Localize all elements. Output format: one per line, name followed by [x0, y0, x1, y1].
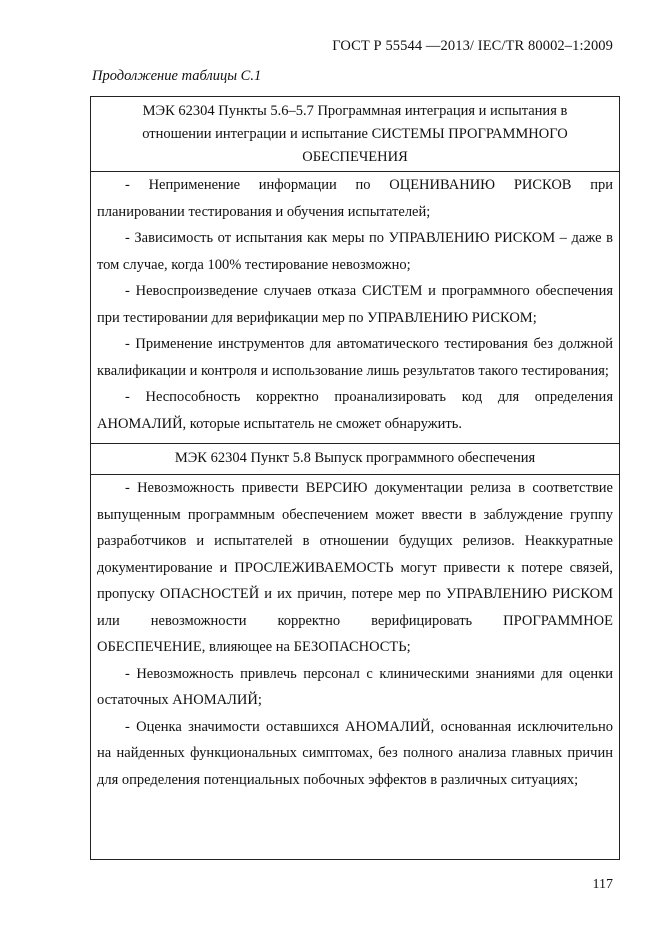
list-item: - Невозможность привести ВЕРСИЮ документации релиза в соответствие выпущенным программным обеспечением может ввести в заблуждение группу разработчиков и испытателей в отношении будущих релизов. Неаккуратные документирование и ПРОСЛЕЖИВАЕМОСТЬ могут привести к потере связей, пропуску ОПАСНОСТЕЙ и их причин, потере мер по УПРАВЛЕНИЮ РИСКОМ или невозможности корректно верифицировать ПРОГРАММНОЕ ОБЕСПЕЧЕНИЕ, влияющее на БЕЗОПАСНОСТЬ;: [97, 480, 613, 655]
section-heading-line: МЭК 62304 Пункты 5.6–5.7 Программная интеграция и испытания в: [142, 103, 568, 119]
table-c1: [90, 96, 620, 860]
section-heading: [91, 97, 619, 172]
section-heading-line: отношении интеграции и испытание СИСТЕМЫ ПРОГРАММНОГО ОБЕСПЕЧЕНИЯ: [142, 126, 568, 165]
list-item: - Применение инструментов для автоматического тестирования без должной квалификации и контроля и использование лишь результатов такого тестирования;: [97, 336, 613, 379]
table-continuation-label: Продолжение таблицы С.1: [92, 68, 262, 84]
section-body: [91, 172, 619, 437]
list-item: - Зависимость от испытания как меры по УПРАВЛЕНИЮ РИСКОМ – даже в том случае, когда 100% тестирование невозможно;: [97, 230, 613, 273]
list-item: - Неприменение информации по ОЦЕНИВАНИЮ РИСКОВ при планировании тестирования и обучения испытателей;: [97, 177, 613, 220]
list-item: - Невоспроизведение случаев отказа СИСТЕМ и программного обеспечения при тестировании для верификации мер по УПРАВЛЕНИЮ РИСКОМ;: [97, 283, 613, 326]
document-header: ГОСТ Р 55544 —2013/ IEC/TR 80002–1:2009: [332, 38, 613, 54]
section-body: [91, 475, 619, 793]
section-heading-line: МЭК 62304 Пункт 5.8 Выпуск программного обеспечения: [174, 450, 536, 466]
list-item: - Неспособность корректно проанализировать код для определения АНОМАЛИЙ, которые испытатель не сможет обнаружить.: [97, 389, 613, 432]
list-item: - Невозможность привлечь персонал с клиническими знаниями для оценки остаточных АНОМАЛИЙ;: [97, 665, 613, 708]
list-item: - Оценка значимости оставшихся АНОМАЛИЙ, основанная исключительно на найденных функциональных симптомах, без полного анализа главных причин для определения потенциальных побочных эффектов в различных ситуациях;: [97, 718, 613, 788]
section-heading: [91, 443, 619, 475]
page-number: 117: [592, 877, 613, 892]
